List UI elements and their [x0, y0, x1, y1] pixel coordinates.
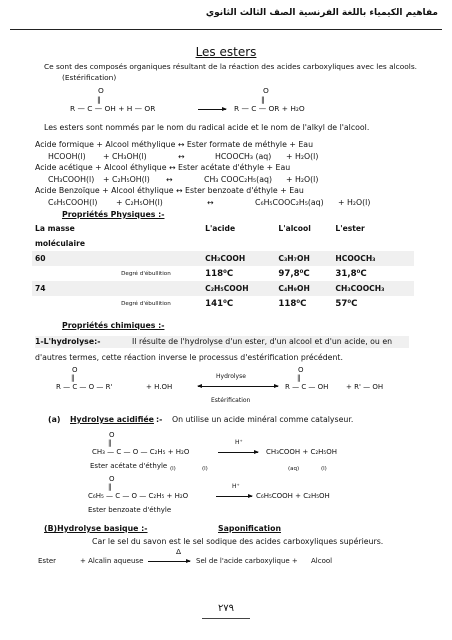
example-1-acid: HCOOH(l) — [48, 152, 86, 161]
acid-hydrolysis-separator: :- — [156, 415, 163, 424]
acid-eq2-arrow — [216, 496, 252, 497]
example-2-arrow: ↔ — [166, 175, 173, 184]
col-header-acid: L'acide — [205, 224, 236, 233]
header-rule — [10, 29, 442, 30]
col-header-ester: L'ester — [335, 224, 365, 233]
acid-eq2-ester-name: Ester benzoate d'éthyle — [88, 506, 172, 514]
hyd-alcohol: + R' — OH — [346, 383, 384, 391]
eq-o-right: O — [263, 86, 269, 95]
hyd-double-right: ‖ — [297, 374, 301, 382]
row-2-ester-bp: 57⁰C — [335, 298, 358, 309]
acid-eq1-state-2: (l) — [202, 466, 208, 472]
row-2-acid: C₂H₅COOH — [205, 284, 249, 293]
saponification-title: Saponification — [218, 524, 282, 533]
acid-eq1-arrow — [218, 452, 258, 453]
basic-hydrolysis-title: (B)Hydrolyse basique :- — [44, 524, 148, 533]
page-header: مفاهيم الكيمياء باللغة الفرنسية الصف الثالث الثانوي — [205, 8, 438, 18]
intro-esterification: (Estérification) — [62, 73, 117, 82]
table-row — [32, 251, 414, 266]
example-3-words: Acide Benzoïque + Alcool éthylique ↔ Ester benzoate d'éthyle + Eau — [35, 186, 304, 195]
hyd-o-left: O — [72, 366, 78, 374]
acid-eq2-o: O — [109, 475, 115, 483]
col-header-mass: La masse — [35, 224, 75, 233]
row-1-ester: HCOOCH₃ — [335, 254, 376, 263]
row-1-acid-bp: 118⁰C — [205, 268, 234, 279]
sapon-ester: Ester — [38, 557, 56, 565]
hyd-arrow-label-top: Hydrolyse — [216, 373, 246, 380]
physical-properties-heading: Propriétés Physiques :- — [62, 210, 165, 219]
col-header-mass-2: moléculaire — [35, 239, 86, 248]
example-3-ester: C₆H₅COOC₂H₅(aq) — [255, 198, 324, 207]
page-number-rule — [202, 618, 250, 619]
example-1-water: + H₂O(l) — [286, 152, 319, 161]
sapon-salt: Sel de l'acide carboxylique + — [196, 557, 298, 565]
example-1-alcohol: + CH₃OH(l) — [103, 152, 147, 161]
acid-hydrolysis-text: On utilise un acide minéral comme catalyseur. — [172, 415, 354, 424]
acid-eq1-reactants: CH₃ — C — O — C₂H₅ + H₂O — [92, 448, 190, 456]
heat-symbol: Δ — [176, 547, 182, 556]
example-3-alcohol: + C₂H₅OH(l) — [116, 198, 163, 207]
hyd-o-right: O — [298, 366, 304, 374]
example-3-water: + H₂O(l) — [338, 198, 371, 207]
naming-rule: Les esters sont nommés par le nom du radical acide et le nom de l'alkyl de l'alcool. — [44, 123, 370, 132]
acid-eq1-double: ‖ — [108, 439, 112, 447]
table-row — [32, 281, 414, 296]
acid-eq2-reactants: C₆H₅ — C — O — C₂H₅ + H₂O — [88, 492, 189, 500]
acid-hydrolysis-label: (a) — [48, 415, 61, 424]
example-2-water: + H₂O(l) — [286, 175, 319, 184]
hyd-double-arrow — [198, 386, 278, 387]
table-row — [32, 296, 414, 311]
sapon-alcohol: Alcool — [311, 557, 333, 565]
eq-arrow — [198, 109, 226, 110]
acid-eq1-state-1: (l) — [170, 466, 176, 472]
acid-eq1-ester-name: Ester acétate d'éthyle — [90, 462, 168, 470]
example-1-ester: HCOOCH₃ (aq) — [215, 152, 272, 161]
row-1-ester-bp: 31,8⁰C — [335, 268, 367, 279]
acid-eq1-state-4: (l) — [321, 466, 327, 472]
row-1-alcohol-bp: 97,8⁰C — [278, 268, 310, 279]
hydrolysis-label: 1-L'hydrolyse:- — [35, 337, 101, 346]
hyd-double-left: ‖ — [71, 374, 75, 382]
hyd-ester: R — C — O — R' — [56, 383, 113, 391]
acid-eq1-o: O — [109, 431, 115, 439]
row-2-mass: 74 — [35, 284, 46, 293]
row-1-boiling-label: Degré d'ébullition — [121, 270, 171, 277]
col-header-alcohol: L'alcool — [278, 224, 311, 233]
physical-properties-table — [32, 221, 414, 326]
eq-reactants: R — C — OH + H — OR — [70, 104, 156, 113]
chemical-properties-heading: Propriétés chimiques :- — [62, 321, 165, 330]
example-2-alcohol: + C₂H₅OH(l) — [103, 175, 150, 184]
acid-eq2-catalyst: H⁺ — [232, 483, 240, 490]
row-1-mass: 60 — [35, 254, 46, 263]
hydrolysis-text-1: Il résulte de l'hydrolyse d'un ester, d'un alcool et d'un acide, ou en — [132, 337, 393, 346]
example-2-words: Acide acétique + Alcool éthylique ↔ Ester acétate d'éthyle + Eau — [35, 163, 291, 172]
example-3-acid: C₆H₅COOH(l) — [48, 198, 98, 207]
acid-hydrolysis-title: Hydrolyse acidifiée — [70, 415, 154, 424]
eq-double-bond-left: ‖ — [97, 95, 101, 104]
table-row — [32, 266, 414, 281]
intro-text: Ce sont des composés organiques résultant de la réaction des acides carboxyliques avec les alcools. — [44, 62, 418, 71]
row-2-alcohol-bp: 118⁰C — [278, 298, 307, 309]
acid-eq1-catalyst: H⁺ — [235, 439, 243, 446]
eq-double-bond-right: ‖ — [261, 95, 265, 104]
saponification-text: Car le sel du savon est le sel sodique des acides carboxyliques supérieurs. — [92, 537, 384, 546]
page-title: Les esters — [195, 45, 257, 59]
eq-products: R — C — OR + H₂O — [234, 104, 305, 113]
acid-eq1-products: CH₃COOH + C₂H₅OH — [266, 448, 337, 456]
row-1-acid: CH₃COOH — [205, 254, 246, 263]
hydrolysis-text-2: d'autres termes, cette réaction inverse le processus d'estérification précédent. — [35, 353, 343, 362]
eq-o-left: O — [98, 86, 104, 95]
row-2-alcohol: C₄H₉OH — [278, 284, 310, 293]
acid-eq2-products: C₆H₅COOH + C₂H₅OH — [256, 492, 330, 500]
row-1-alcohol: C₃H₇OH — [278, 254, 310, 263]
acid-eq2-double: ‖ — [108, 483, 112, 491]
example-2-ester: CH₃ COOC₂H₅(aq) — [204, 175, 272, 184]
hyd-arrow-label-bottom: Estérification — [211, 397, 251, 404]
row-2-acid-bp: 141⁰C — [205, 298, 234, 309]
example-1-arrow: ↔ — [178, 152, 185, 161]
sapon-arrow — [148, 561, 190, 562]
sapon-base: + Alcalin aqueuse — [80, 557, 144, 565]
hyd-acid: R — C — OH — [285, 383, 329, 391]
example-1-words: Acide formique + Alcool méthylique ↔ Ester formate de méthyle + Eau — [35, 140, 314, 149]
row-2-boiling-label: Degré d'ébullition — [121, 300, 171, 307]
row-2-ester: CH₃COOCH₃ — [335, 284, 385, 293]
example-2-acid: CH₃COOH(l) — [48, 175, 95, 184]
hyd-water: + H.OH — [146, 383, 173, 391]
acid-eq1-state-3: (aq) — [288, 466, 300, 472]
page-number: ٢٧٩ — [217, 603, 235, 614]
example-3-arrow: ↔ — [207, 198, 214, 207]
